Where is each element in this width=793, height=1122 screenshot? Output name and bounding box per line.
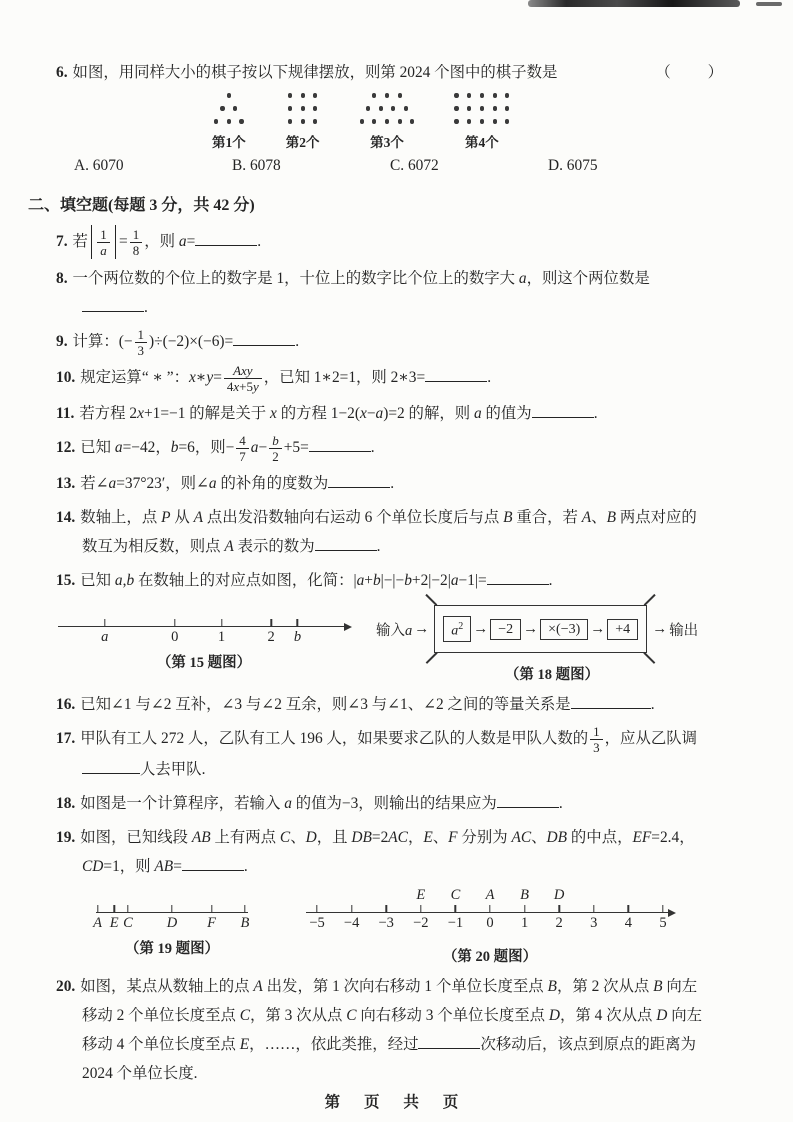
- dot: [398, 93, 402, 97]
- tick-label: 0: [486, 915, 494, 931]
- tick: [114, 905, 115, 913]
- answer-blank: [82, 758, 140, 774]
- answer-blank: [195, 229, 257, 245]
- dot: [288, 106, 292, 110]
- question-7: [56, 225, 707, 259]
- dot: [239, 119, 243, 123]
- point-label: [486, 887, 495, 904]
- answer-blank: [82, 296, 144, 312]
- tick: [386, 905, 387, 913]
- dot-figure-caption: 第4个: [465, 135, 499, 150]
- math-var: x: [359, 405, 367, 422]
- dot: [372, 93, 376, 97]
- math-var: C: [239, 1007, 251, 1024]
- tick: [316, 905, 317, 913]
- option-c: C. 6072: [390, 157, 439, 174]
- fraction: $\frac{4}{7}$: [236, 433, 249, 464]
- figure-caption: （第 19 题图）: [124, 941, 220, 957]
- math-var: a: [208, 475, 217, 492]
- dot: [366, 106, 370, 110]
- question-number: 7.: [56, 232, 68, 250]
- tick: [97, 905, 98, 913]
- math-var: b: [170, 439, 179, 457]
- dot: [480, 93, 484, 97]
- dot: [227, 93, 231, 97]
- scan-artifact-small: [756, 2, 782, 6]
- flow-step: +4: [607, 619, 638, 640]
- arrow-icon: →: [590, 620, 606, 637]
- section-title: 二、填空题: [28, 197, 109, 214]
- tick: [244, 905, 245, 913]
- arrow-icon: →: [473, 620, 489, 637]
- question-number: 20.: [56, 978, 76, 995]
- question-number: 9.: [56, 333, 68, 351]
- math-var: E: [423, 829, 433, 846]
- tick-label: −2: [413, 915, 429, 931]
- arrow-icon: [668, 909, 676, 917]
- math-var: b: [372, 572, 381, 589]
- math-var: B: [547, 978, 557, 995]
- question-text: 一个两位数的个位上的数字是 1，十位上的数字比个位上的数字大 a，则这个两位数是.: [72, 270, 650, 316]
- math-var: B: [503, 509, 513, 526]
- math-var: a: [375, 405, 384, 422]
- dot-row: [286, 89, 320, 102]
- dot-figure-caption: 第1个: [212, 135, 246, 150]
- question-11: [56, 399, 707, 428]
- option-a: A. 6070: [74, 157, 124, 174]
- tick: [593, 905, 594, 913]
- question-text: 若∠a=37°23′，则∠a 的补角的度数为 .: [80, 475, 394, 492]
- math-var: EF: [632, 829, 652, 846]
- question-16: [56, 690, 707, 719]
- fraction: $\frac{1}{a}$: [97, 227, 110, 258]
- tick: [455, 905, 456, 913]
- tick-label: 1: [520, 915, 529, 931]
- tick-label: 0: [171, 629, 179, 645]
- tick: [558, 905, 559, 913]
- point-label: [451, 887, 461, 904]
- answer-paren: （ ）: [655, 64, 725, 81]
- dot-row: [212, 102, 246, 115]
- math-var: A: [485, 887, 495, 903]
- dot: [505, 119, 509, 123]
- question-text: 如图是一个计算程序，若输入 a 的值为−3，则输出的结果应为 .: [80, 795, 562, 812]
- math-var: DB: [546, 829, 568, 846]
- tick: [351, 905, 352, 913]
- question-number: 14.: [56, 509, 76, 526]
- question-text: 计算：(− $\frac{1}{3}$ )÷(−2)×(−6)= .: [72, 327, 300, 358]
- fraction: $\frac{1}{8}$: [130, 227, 143, 258]
- figure-row-1: [58, 600, 793, 684]
- tick: [127, 905, 128, 913]
- answer-blank: [532, 402, 594, 418]
- flow-step: $a^2$: [443, 616, 471, 642]
- point-label: [520, 887, 529, 904]
- question-6-text: [56, 58, 557, 87]
- math-var: D: [166, 915, 178, 931]
- dot: [480, 106, 484, 110]
- dot: [467, 119, 471, 123]
- math-var: x: [137, 405, 144, 422]
- math-var: a: [108, 475, 117, 492]
- answer-blank: [425, 366, 487, 382]
- dot: [493, 119, 497, 123]
- math-var: D: [553, 887, 565, 903]
- corner-slash: [644, 594, 656, 606]
- math-var: C: [346, 1007, 357, 1024]
- math-var: E: [239, 1036, 250, 1053]
- dot-figure: [212, 89, 246, 151]
- math-var: a: [101, 629, 109, 645]
- arrow-icon: [344, 623, 352, 631]
- segment-diagram-19: [93, 886, 250, 932]
- question-number: 11.: [56, 405, 75, 422]
- math-var: E: [109, 915, 119, 931]
- dot: [233, 106, 237, 110]
- question-number: 10.: [56, 369, 76, 387]
- figure-caption: （第 15 题图）: [156, 655, 252, 671]
- dot: [220, 106, 224, 110]
- tick-label: [110, 915, 119, 932]
- dot: [313, 106, 317, 110]
- tick: [221, 619, 222, 627]
- dot-row: [212, 115, 246, 128]
- math-var: a: [405, 622, 413, 639]
- math-var: a: [450, 572, 459, 589]
- axis-line: [58, 626, 350, 627]
- option-b: B. 6078: [232, 157, 281, 174]
- dot: [493, 93, 497, 97]
- math-var: A: [93, 915, 102, 931]
- figure-20: [306, 886, 674, 966]
- tick: [171, 905, 172, 913]
- math-var: B: [653, 978, 663, 995]
- dot: [372, 119, 376, 123]
- math-var: P: [161, 509, 171, 526]
- answer-blank: [418, 1033, 480, 1049]
- dot: [454, 106, 458, 110]
- math-var: b: [272, 433, 279, 448]
- figure-19: [93, 886, 250, 958]
- dot: [454, 119, 458, 123]
- math-var: AB: [154, 858, 174, 875]
- math-var: A: [224, 538, 234, 555]
- question-text: 已知 a,b 在数轴上的对应点如图，化简：|a+b|−|−b+2|−2|a−1|= .: [80, 572, 552, 589]
- math-var: a: [114, 439, 123, 457]
- math-var: AC: [388, 829, 408, 846]
- dot: [480, 119, 484, 123]
- question-number: 16.: [56, 696, 76, 713]
- flow-input-label: 输入a: [376, 622, 413, 639]
- math-var: x: [233, 379, 240, 394]
- dot: [391, 106, 395, 110]
- question-number: 17.: [56, 730, 76, 748]
- math-var: D: [548, 1007, 561, 1024]
- tick-label: [93, 915, 102, 932]
- section-note: (每题 3 分，共 42 分): [108, 197, 255, 214]
- answer-blank: [315, 535, 377, 551]
- math-var: A: [253, 978, 263, 995]
- tick-label: 3: [590, 915, 598, 931]
- dot-figure-caption: 第3个: [370, 135, 404, 150]
- dot-row: [454, 115, 509, 128]
- options-row: [74, 157, 793, 183]
- math-var: B: [240, 915, 250, 931]
- tick: [270, 619, 271, 627]
- math-var: A: [581, 509, 592, 526]
- question-15: [56, 566, 707, 595]
- dot-row: [212, 89, 246, 102]
- answer-blank: [233, 330, 295, 346]
- math-var: E: [416, 887, 426, 903]
- dot: [410, 119, 414, 123]
- math-var: x: [270, 405, 277, 422]
- math-var: x: [189, 369, 196, 387]
- dot: [385, 93, 389, 97]
- tick-label: −3: [378, 915, 394, 931]
- dot-figures: [212, 89, 793, 151]
- question-19: [56, 823, 707, 881]
- math-var: a: [473, 405, 482, 422]
- section-header: [28, 193, 793, 219]
- math-var: CD: [82, 858, 104, 875]
- figure-caption: （第 20 题图）: [442, 949, 538, 965]
- page-footer: 第 页 共 页: [324, 1094, 469, 1111]
- math-var: F: [448, 829, 458, 846]
- dot-figure: [454, 89, 509, 151]
- arrow-icon: →: [652, 620, 668, 637]
- question-number: 13.: [56, 475, 76, 492]
- dot: [467, 93, 471, 97]
- dot: [288, 119, 292, 123]
- dot-row: [454, 89, 509, 102]
- question-number: 6.: [56, 64, 68, 81]
- tick: [104, 619, 105, 627]
- answer-blank: [497, 792, 559, 808]
- answer-blank: [328, 472, 390, 488]
- number-line-15: [58, 600, 350, 646]
- dot-row: [360, 89, 415, 102]
- math-var: A: [193, 509, 203, 526]
- point-label: [416, 887, 425, 904]
- question-20: [56, 972, 707, 1088]
- dot-row: [454, 102, 509, 115]
- question-6: [56, 58, 725, 87]
- dot-row: [286, 102, 320, 115]
- math-var: a: [250, 439, 259, 457]
- math-var: a: [114, 572, 123, 589]
- dot: [301, 93, 305, 97]
- question-text: 如图，已知线段 AB 上有两点 C、D，且 DB=2AC，E、F 分别为 AC、DB 的中点，EF=2.4，CD=1，则 AB= .: [80, 829, 695, 875]
- question-text: 已知∠1 与∠2 互补，∠3 与∠2 互余，则∠3 与∠1、∠2 之间的等量关系是 .: [80, 696, 654, 713]
- abs-bar: [115, 225, 116, 259]
- figure-caption: （第 18 题图）: [504, 667, 600, 683]
- math-var: C: [450, 887, 461, 903]
- flow-output-label: 输出: [669, 622, 699, 639]
- question-18: [56, 789, 707, 818]
- question-12: [56, 433, 707, 464]
- point-label: [554, 887, 564, 904]
- question-17: [56, 724, 707, 784]
- dot-row: [360, 115, 415, 128]
- dot-figure: [360, 89, 415, 151]
- flow-step: ×(−3): [540, 619, 588, 640]
- answer-blank: [182, 855, 244, 871]
- dot: [398, 119, 402, 123]
- dot-figure: [286, 89, 320, 151]
- tick-label: −4: [343, 915, 360, 931]
- dot: [385, 119, 389, 123]
- dot: [301, 119, 305, 123]
- question-number: 15.: [56, 572, 76, 589]
- math-var: F: [207, 915, 216, 931]
- scan-artifact: [528, 0, 740, 7]
- tick-label: 2: [555, 915, 563, 931]
- answer-blank: [571, 693, 651, 709]
- tick: [174, 619, 175, 627]
- dot: [288, 93, 292, 97]
- math-var: DB: [351, 829, 372, 846]
- tick-label: 4: [624, 915, 632, 931]
- tick-label: [101, 629, 108, 646]
- figure-15: [58, 600, 350, 672]
- flow-container: [434, 605, 647, 653]
- math-var: a: [284, 795, 292, 812]
- question-text: 若方程 2x+1=−1 的解是关于 x 的方程 1−2(x−a)=2 的解，则 a 的值为 .: [79, 405, 597, 422]
- option-d: D. 6075: [548, 157, 598, 174]
- dot: [379, 106, 383, 110]
- answer-blank: [309, 436, 371, 452]
- math-var: B: [606, 509, 616, 526]
- dot: [493, 106, 497, 110]
- tick-label: [207, 915, 216, 932]
- dot-figure-caption: 第2个: [285, 135, 320, 150]
- dot: [467, 106, 471, 110]
- dot: [505, 106, 509, 110]
- answer-blank: [487, 569, 549, 585]
- question-14: [56, 503, 707, 561]
- dot: [214, 119, 218, 123]
- figure-row-2: [93, 886, 793, 966]
- dot: [360, 119, 364, 123]
- math-var: C: [123, 915, 133, 931]
- tick: [662, 905, 663, 913]
- question-text: 规定运算“ ∗ ”：x∗y= $\frac{\text{Axy}}{4x+5y}$ ，已知 1∗2=1，则 2∗3= .: [80, 363, 492, 394]
- flow-step: −2: [490, 619, 521, 640]
- dot: [227, 119, 231, 123]
- fraction: $\frac{1}{3}$: [590, 724, 603, 755]
- math-var: D: [305, 829, 317, 846]
- math-var: Axy: [233, 363, 253, 378]
- dot: [505, 93, 509, 97]
- tick: [297, 619, 298, 627]
- question-text: 已知 a=−42，b=6，则− $\frac{4}{7}$ a− $\frac{b}{2}$ +5= .: [80, 433, 375, 464]
- arrow-icon: →: [523, 620, 539, 637]
- question-number: 12.: [56, 439, 76, 457]
- question-8: [56, 264, 707, 322]
- fraction: $\frac{b}{2}$: [269, 433, 282, 464]
- tick-label: 5: [659, 915, 667, 931]
- question-text: 数轴上，点 P 从 A 点出发沿数轴向右运动 6 个单位长度后与点 B 重合，若 A、B 两点对应的数互为相反数，则点 A 表示的数为 .: [80, 509, 697, 555]
- math-var: AB: [191, 829, 211, 846]
- tick-label: [241, 915, 250, 932]
- math-var: a: [100, 242, 107, 258]
- dot-row: [360, 102, 415, 115]
- math-var: b: [126, 572, 135, 589]
- tick-label: −1: [447, 915, 464, 931]
- tick-label: 2: [267, 629, 275, 645]
- question-text: 若 $\frac{1}{a}$ = $\frac{1}{8}$ ，则 a= .: [72, 226, 262, 258]
- question-number: 8.: [56, 270, 68, 287]
- dot: [454, 93, 458, 97]
- math-var: b: [293, 629, 302, 645]
- tick: [420, 905, 421, 913]
- tick: [211, 905, 212, 913]
- dot: [301, 106, 305, 110]
- math-var: y: [253, 379, 259, 394]
- dot-row: [286, 115, 320, 128]
- arrow-icon: →: [414, 620, 430, 637]
- question-text: 如图，某点从数轴上的点 A 出发，第 1 次向右移动 1 个单位长度至点 B，第 2 次从点 B 向左移动 2 个单位长度至点 C，第 3 次从点 C 向右移动 3 个单位长度至点 D，第 4 次从点 D 向左移动 4 个单位长度至点 E，……，依此类推，经过 次移动后，该点到原点的距离为 2024 个单位长度.: [80, 978, 702, 1082]
- dot: [313, 119, 317, 123]
- fraction: $\frac{\text{Axy}}{4x+5y}$: [224, 363, 262, 394]
- dot: [404, 106, 408, 110]
- math-var: a: [178, 232, 187, 250]
- math-var: a: [518, 270, 527, 287]
- tick: [524, 905, 525, 913]
- math-var: a: [356, 572, 365, 589]
- math-var: AC: [511, 829, 532, 846]
- tick-label: 1: [217, 629, 226, 645]
- question-text: 如图，用同样大小的棋子按以下规律摆放，则第 2024 个图中的棋子数是: [72, 64, 558, 81]
- figure-18: [376, 600, 728, 684]
- dot: [313, 93, 317, 97]
- question-10: [56, 363, 707, 394]
- math-var: b: [404, 572, 412, 589]
- math-var: C: [279, 829, 291, 846]
- corner-slash: [426, 594, 438, 606]
- question-9: [56, 327, 707, 358]
- tick-label: [123, 915, 133, 932]
- tick-label: −5: [309, 915, 325, 931]
- number-line-20: [306, 886, 674, 940]
- tick: [489, 905, 490, 913]
- math-var: a: [451, 623, 459, 639]
- tick-label: [294, 629, 301, 646]
- question-13: [56, 469, 707, 498]
- tick-label: [167, 915, 177, 932]
- fraction: $\frac{1}{3}$: [135, 327, 148, 358]
- abs-bar: [91, 225, 92, 259]
- question-number: 19.: [56, 829, 76, 846]
- math-var: B: [520, 887, 530, 903]
- tick: [628, 905, 629, 913]
- math-var: D: [656, 1007, 668, 1024]
- question-number: 18.: [56, 795, 76, 812]
- question-text: 甲队有工人 272 人，乙队有工人 196 人，如果要求乙队的人数是甲队人数的 $\frac{1}{3}$ ，应从乙队调人去甲队.: [80, 724, 698, 778]
- flowchart: [376, 600, 728, 658]
- math-var: y: [206, 369, 214, 387]
